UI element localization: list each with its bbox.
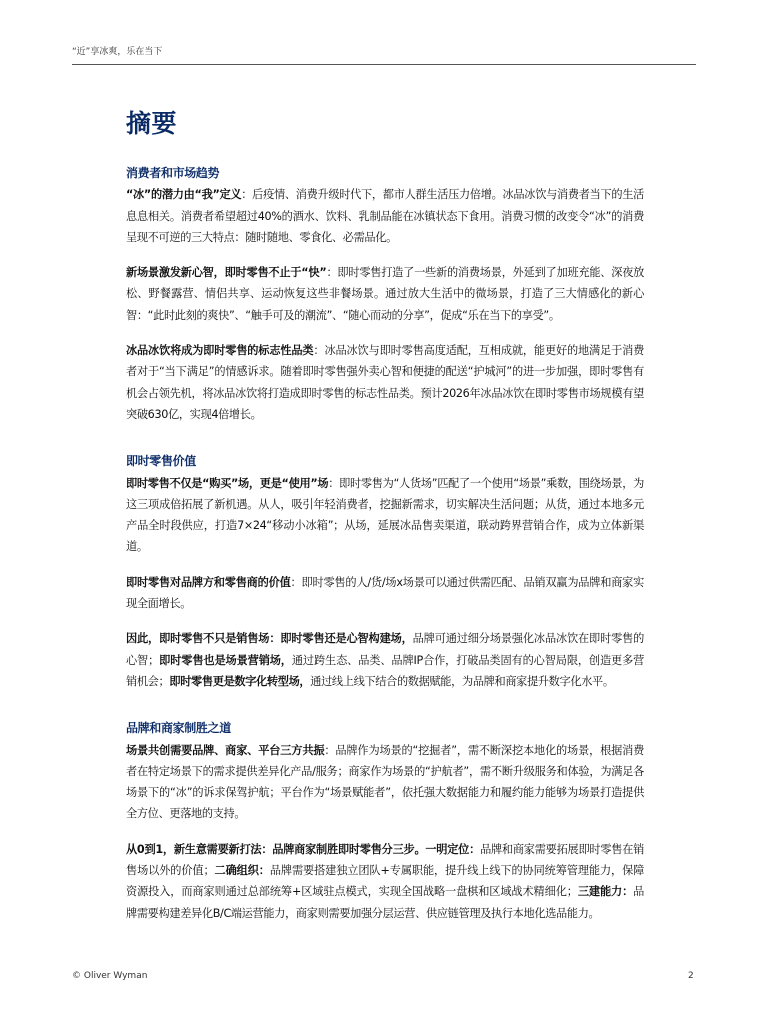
- paragraph-lead: “冰”的潜力由“我”定义: [126, 188, 242, 202]
- paragraph-text: 通过线上线下结合的数据赋能，为品牌和商家提升数字化水平。: [310, 674, 614, 688]
- paragraph: [126, 473, 644, 558]
- paragraph-text: 品牌需要构建差异化B/C端运营能力，商家则需要加强分层运营、供应链管理及执行本地化选品能力。: [126, 885, 644, 920]
- paragraph-lead: 三建能力：: [577, 885, 634, 899]
- paragraph-text: ：即时零售的人/货/场x场景可以通过供需匹配、品销双赢为品牌和商家实现全面增长。: [126, 575, 644, 611]
- paragraph: [126, 184, 644, 248]
- paragraph: [126, 740, 644, 825]
- section-title-instant-retail-value: 即时零售价值: [126, 454, 196, 469]
- paragraph-lead: 即时零售不仅是“购买”场，更是“使用”场: [126, 476, 329, 490]
- paragraph-text: ：品牌作为场景的“挖掘者”，需不断深挖本地化的场景，根据消费者在特定场景下的需求提供差异化产品/服务；商家作为场景的“护航者”，需不断升级服务和体验，为满足各场景下的“冰”的诉求保驾护航；平台作为“场景赋能者”，依托强大数据能力和履约能力能够为场景打造提供全方位、更落地的支持。: [126, 743, 645, 821]
- page-title: 摘要: [126, 109, 178, 138]
- paragraph-lead: 即时零售更是数字化转型场，: [169, 674, 311, 688]
- paragraph-text: 通过跨生态、品类、品牌IP合作，打破品类固有的心智局限，创造更多营销机会；: [126, 653, 644, 688]
- paragraph-lead: 二确组织：: [214, 864, 270, 878]
- paragraph-text: 品牌需要搭建独立团队+专属职能，提升线上线下的协同统筹管理能力，保障资源投入，而商家则通过总部统筹+区域驻点模式，实现全国战略一盘棋和区域战术精细化；: [126, 864, 644, 899]
- section-title-brand-merchant-winning-way: 品牌和商家制胜之道: [126, 721, 231, 736]
- running-header: “近”享冰爽，乐在当下: [72, 47, 163, 57]
- paragraph-lead: 场景共创需要品牌、商家、平台三方共振: [126, 743, 325, 757]
- paragraph: [126, 839, 644, 924]
- paragraph-lead: 从0到1，新生意需要新打法：品牌商家制胜即时零售分三步。一明定位：: [126, 842, 481, 856]
- paragraph-lead: 即时零售对品牌方和零售商的价值: [126, 575, 291, 589]
- paragraph-text: ：即时零售打造了一些新的消费场景，外延到了加班充能、深夜放松、野餐露营、情侣共享、运动恢复这些非餐场景。通过放大生活中的微场景，打造了三大情感化的新心智：“此时此刻的爽快”、“触手可及的潮流”、“随心而动的分享”，促成“乐在当下的享受”。: [126, 266, 644, 322]
- paragraph-text: 品牌和商家需要拓展即时零售在销售场以外的价值；: [126, 842, 644, 878]
- header-divider: [72, 64, 696, 65]
- paragraph-lead: 新场景激发新心智，即时零售不止于“快”: [126, 266, 327, 280]
- paragraph-text: 品牌可通过细分场景强化冰品冰饮在即时零售的心智；: [126, 632, 644, 667]
- footer-copyright: © Oliver Wyman: [72, 971, 148, 981]
- paragraph: [126, 262, 644, 326]
- section-title-consumer-market-trends: 消费者和市场趋势: [126, 166, 220, 180]
- paragraph-text: ：后疫情、消费升级时代下，都市人群生活压力倍增。冰品冰饮与消费者当下的生活息息相关。消费者希望超过40%的酒水、饮料、乳制品能在冰镇状态下食用。消费习惯的改变令“冰”的消费呈现不可逆的三大特点：随时随地、零食化、必需品化。: [126, 188, 644, 244]
- paragraph: [126, 628, 644, 692]
- paragraph: [126, 572, 644, 615]
- paragraph-text: ：即时零售为“人货场”匹配了一个使用“场景”乘数，围绕场景，为这三项成倍拓展了新机遇。从人，吸引年轻消费者，挖掘新需求，切实解决生活问题；从货，通过本地多元产品全时段供应，打造7×24“移动小冰箱”；从场，延展冰品售卖渠道，联动跨界营销合作，成为立体新渠道。: [126, 476, 644, 554]
- paragraph: [126, 340, 644, 425]
- paragraph-lead: 因此，即时零售不只是销售场：即时零售还是心智构建场，: [126, 632, 413, 646]
- paragraph-text: ：冰品冰饮与即时零售高度适配，互相成就，能更好的地满足于消费者对于“当下满足”的情感诉求。随着即时零售强外卖心智和便捷的配送“护城河”的进一步加强，即时零售有机会占领先机，将冰品冰饮将打造成即时零售的标志性品类。预计2026年冰品冰饮在即时零售市场规模有望突破630亿，实现4倍增长。: [126, 344, 644, 421]
- summary-body: [126, 163, 644, 924]
- page-number: 2: [688, 971, 694, 981]
- paragraph-lead: 冰品冰饮将成为即时零售的标志性品类: [126, 344, 314, 358]
- paragraph-lead: 即时零售也是场景营销场，: [158, 653, 292, 667]
